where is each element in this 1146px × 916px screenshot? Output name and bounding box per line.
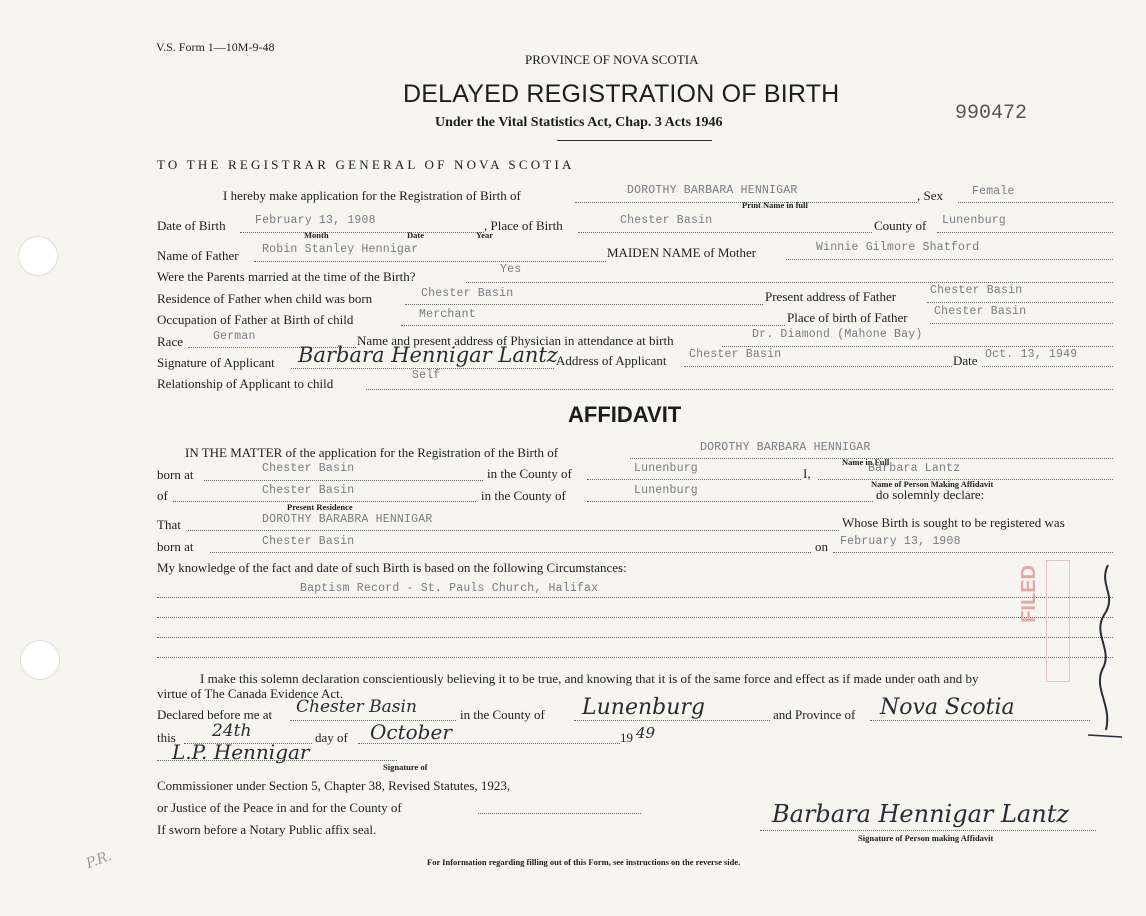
residence-label: Residence of Father when child was born xyxy=(157,291,373,306)
footer-note: For Information regarding filling out of this Form, see instructions on the reverse side. xyxy=(427,857,741,867)
date-value: Oct. 13, 1949 xyxy=(985,348,1078,361)
physician-value: Dr. Diamond (Mahone Bay) xyxy=(752,328,923,341)
county-label: County of xyxy=(874,218,927,233)
on-value: February 13, 1908 xyxy=(840,535,961,548)
mother-value: Winnie Gilmore Shatford xyxy=(816,241,980,254)
father-value: Robin Stanley Hennigar xyxy=(262,243,419,256)
affiant-signature-caption: Signature of Person making Affidavit xyxy=(858,833,994,843)
born-at-value: Chester Basin xyxy=(262,462,355,475)
vertical-signature xyxy=(1078,555,1128,745)
father-birthplace-label: Place of birth of Father xyxy=(787,310,908,325)
this-label: this xyxy=(157,730,176,745)
page-title: DELAYED REGISTRATION OF BIRTH xyxy=(403,80,840,108)
born-at-label: born at xyxy=(157,467,194,482)
married-value: Yes xyxy=(500,263,522,276)
dob-label: Date of Birth xyxy=(157,218,226,233)
affiant-name-value: Barbara Lantz xyxy=(868,462,961,475)
year-prefix: 19 xyxy=(620,730,633,745)
county-of-label: in the County of xyxy=(487,466,572,481)
commissioner-signature: L.P. Hennigar xyxy=(172,740,310,764)
form-number: V.S. Form 1—10M-9-48 xyxy=(156,40,275,54)
that-value: DOROTHY BARABRA HENNIGAR xyxy=(262,513,433,526)
child-name-value: DOROTHY BARBARA HENNIGAR xyxy=(627,184,798,197)
address-value: Chester Basin xyxy=(689,348,782,361)
father-birthplace-value: Chester Basin xyxy=(934,305,1027,318)
matter-label: IN THE MATTER of the application for the Registration of the Birth of xyxy=(185,445,559,460)
relationship-value: Self xyxy=(412,369,441,382)
race-value: German xyxy=(213,330,256,343)
province-label: and Province of xyxy=(773,707,856,722)
affiant-signature: Barbara Hennigar Lantz xyxy=(772,800,1069,828)
declaration-line-2: virtue of The Canada Evidence Act. xyxy=(157,686,344,701)
residence-value: Chester Basin xyxy=(421,287,514,300)
mother-label: MAIDEN NAME of Mother xyxy=(607,245,757,260)
place-label: , Place of Birth xyxy=(484,218,563,233)
born-at-label-2: born at xyxy=(157,539,194,554)
residence-caption: Present Residence xyxy=(287,502,353,512)
residence-county-value: Lunenburg xyxy=(634,484,698,497)
sex-value: Female xyxy=(972,185,1015,198)
affiant-caption: Name of Person Making Affidavit xyxy=(871,479,994,489)
commissioner-line: Commissioner under Section 5, Chapter 38, Revised Statutes, 1923, xyxy=(157,778,511,793)
dob-value: February 13, 1908 xyxy=(255,214,376,227)
father-label: Name of Father xyxy=(157,248,239,263)
margin-note: P.R. xyxy=(84,848,114,872)
physician-label: Name and present address of Physician in attendance at birth xyxy=(357,333,674,348)
declared-label: Declared before me at xyxy=(157,707,273,722)
of-label: of xyxy=(157,488,168,503)
page-subtitle: Under the Vital Statistics Act, Chap. 3 Acts 1946 xyxy=(435,115,723,130)
occupation-value: Merchant xyxy=(419,308,476,321)
declared-county-value: Lunenburg xyxy=(582,695,705,720)
year-caption: Year xyxy=(476,230,493,240)
present-address-label: Present address of Father xyxy=(765,289,897,304)
born-county-value: Lunenburg xyxy=(634,462,698,475)
affidavit-heading: AFFIDAVIT xyxy=(568,402,682,427)
declared-at-value: Chester Basin xyxy=(296,697,417,717)
applicant-signature: Barbara Hennigar Lantz xyxy=(298,343,558,367)
present-address-value: Chester Basin xyxy=(930,284,1023,297)
declaration-line-1: I make this solemn declaration conscientiously believing it to be true, and knowing that it is of the same force and effect as if made under oath and by xyxy=(200,671,979,686)
relationship-label: Relationship of Applicant to child xyxy=(157,376,334,391)
date-label: Date xyxy=(953,353,978,368)
declared-province-value: Nova Scotia xyxy=(880,695,1015,720)
that-label: That xyxy=(157,517,181,532)
notary-line: If sworn before a Notary Public affix seal. xyxy=(157,822,377,837)
declare-label: do solemnly declare: xyxy=(876,487,985,502)
declared-day-value: 24th xyxy=(212,721,252,741)
registration-number: 990472 xyxy=(955,102,1028,125)
married-label: Were the Parents married at the time of the Birth? xyxy=(157,269,416,284)
sex-label: , Sex xyxy=(917,188,943,203)
on-label: on xyxy=(815,539,828,554)
place-value: Chester Basin xyxy=(620,214,713,227)
punch-hole-bottom xyxy=(20,640,60,680)
title-rule xyxy=(557,140,712,141)
intro-label: I hereby make application for the Registration of Birth of xyxy=(223,188,521,203)
declared-month-value: October xyxy=(370,720,452,744)
whose-label: Whose Birth is sought to be registered was xyxy=(842,515,1065,530)
knowledge-label: My knowledge of the fact and date of such Birth is based on the following Circumstances: xyxy=(157,560,627,575)
punch-hole-top xyxy=(18,236,58,276)
address-label: Address of Applicant xyxy=(556,353,667,368)
declared-year-value: 49 xyxy=(636,724,656,742)
day-of-label: day of xyxy=(315,730,348,745)
matter-value: DOROTHY BARBARA HENNIGAR xyxy=(700,441,871,454)
race-label: Race xyxy=(157,334,183,349)
stamp-frame xyxy=(1046,560,1070,682)
matter-caption: Name in Full xyxy=(842,457,890,467)
county-value: Lunenburg xyxy=(942,214,1006,227)
county-of-label-2: in the County of xyxy=(481,488,566,503)
date-caption: Date xyxy=(407,230,424,240)
i-label: I, xyxy=(803,466,811,481)
residence-value-aff: Chester Basin xyxy=(262,484,355,497)
signature-label: Signature of Applicant xyxy=(157,355,275,370)
filed-stamp: FILED xyxy=(1018,565,1040,623)
name-caption: Print Name in full xyxy=(742,200,808,210)
occupation-label: Occupation of Father at Birth of child xyxy=(157,312,354,327)
circumstances-value: Baptism Record - St. Pauls Church, Halifax xyxy=(300,582,599,595)
province-heading: PROVINCE OF NOVA SCOTIA xyxy=(525,52,699,67)
county-of-label-3: in the County of xyxy=(460,707,545,722)
justice-line: or Justice of the Peace in and for the County of xyxy=(157,800,402,815)
born-at-value-2: Chester Basin xyxy=(262,535,355,548)
signature-of-caption: Signature of xyxy=(383,762,428,772)
month-caption: Month xyxy=(304,230,329,240)
addressee: TO THE REGISTRAR GENERAL OF NOVA SCOTIA xyxy=(157,157,575,172)
